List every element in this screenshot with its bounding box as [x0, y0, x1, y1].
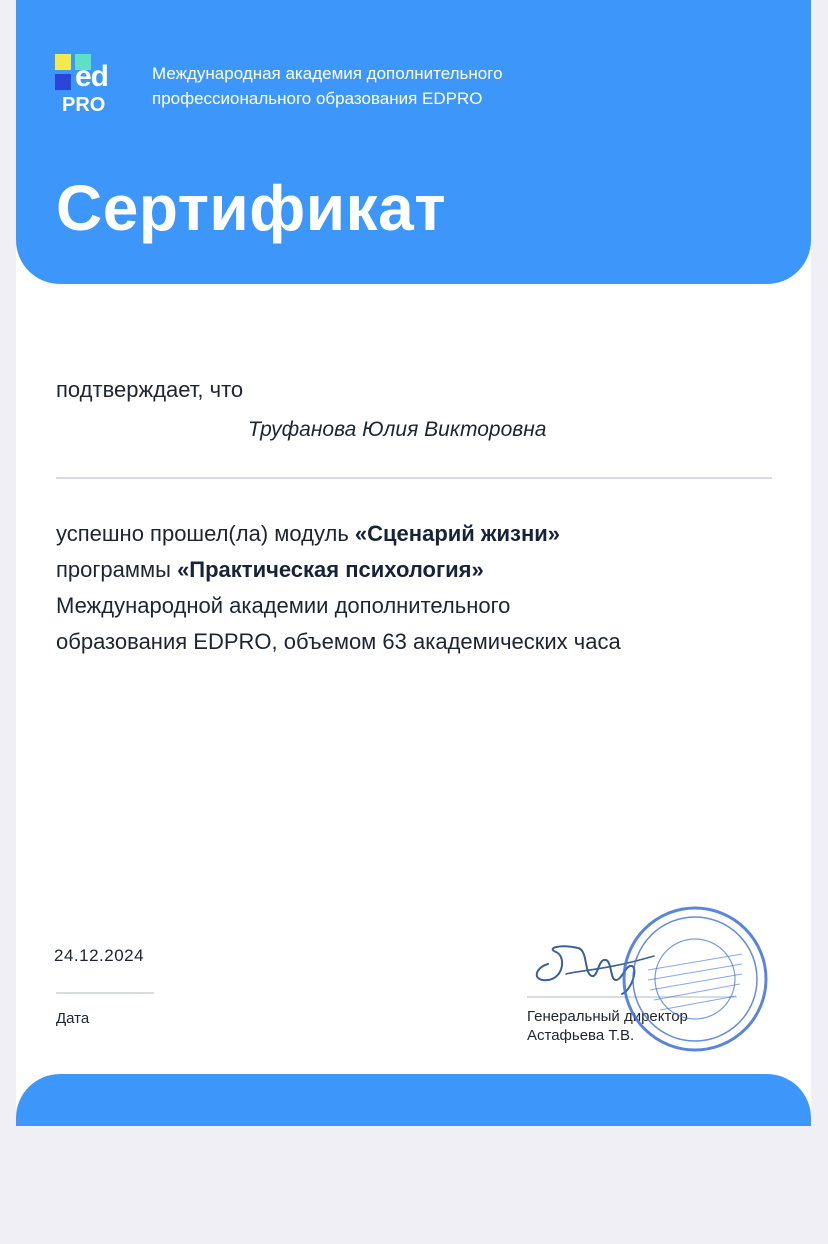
logo-pro-text: PRO [62, 94, 106, 116]
director-title: Генеральный директор [527, 1008, 688, 1025]
module-name: «Сценарий жизни» [354, 521, 561, 546]
edpro-logo [55, 54, 115, 116]
completion-text [56, 516, 776, 660]
completion-line-3: Международной академии дополнительного [56, 593, 511, 618]
certificate-header [16, 0, 811, 284]
certificate-footer-band [16, 1074, 811, 1126]
date-underline [56, 992, 154, 994]
recipient-name: Труфанова Юлия Викторовна [248, 418, 547, 441]
logo-yellow-square [55, 54, 71, 70]
organization-line-1: Международная академия дополнительного [152, 64, 503, 83]
program-name: «Практическая психология» [177, 557, 484, 582]
certificate [16, 0, 811, 1126]
divider [56, 477, 772, 479]
date-label: Дата [56, 1010, 90, 1027]
organization-line-2: профессионального образования EDPRO [152, 89, 483, 108]
logo-blue-square [55, 74, 71, 90]
official-stamp [620, 904, 770, 1054]
completion-line-4: образования EDPRO, объемом 63 академических часа [56, 629, 621, 654]
organization-name [152, 61, 632, 111]
completion-line-1 [56, 516, 776, 552]
confirms-text: подтверждает, что [56, 377, 244, 402]
module-prefix: успешно прошел(ла) модуль [56, 521, 355, 546]
completion-line-2 [56, 552, 776, 588]
program-prefix: программы [56, 557, 178, 582]
director-name: Астафьева Т.В. [527, 1027, 635, 1044]
issue-date: 24.12.2024 [54, 946, 145, 965]
certificate-title: Сертификат [56, 172, 447, 244]
logo-ed-text: ed [75, 60, 109, 93]
